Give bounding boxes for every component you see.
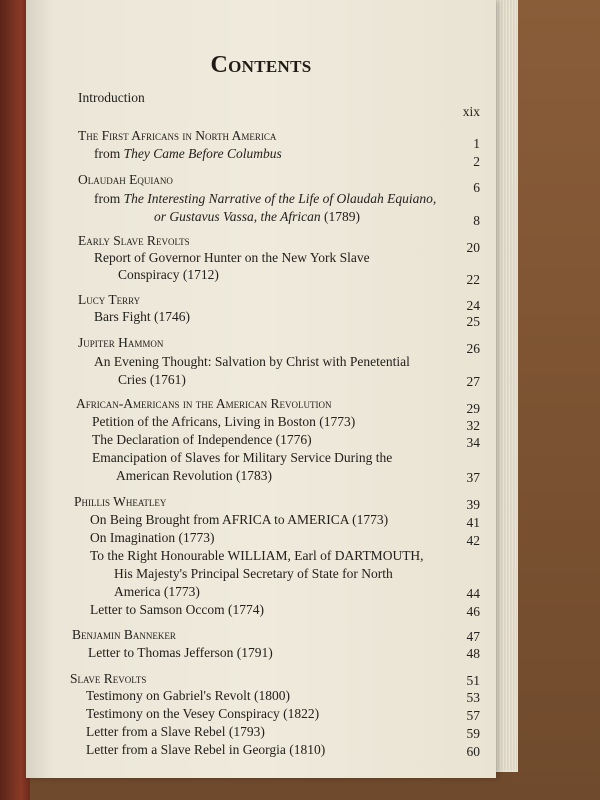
toc-page-number: 1 — [473, 136, 480, 151]
toc-entry: Testimony on Gabriel's Revolt (1800) — [86, 688, 290, 703]
toc-page-number: 34 — [466, 435, 480, 450]
toc-entry: Report of Governor Hunter on the New York Slave — [94, 250, 370, 265]
toc-entry: The Declaration of Independence (1776) — [92, 432, 312, 447]
toc-page-number: 2 — [473, 154, 480, 169]
toc-page-number: 60 — [466, 744, 480, 759]
toc-page-number: 44 — [466, 586, 480, 601]
toc-entry: Conspiracy (1712) — [118, 267, 219, 282]
toc-page-number: 27 — [466, 374, 480, 389]
toc-page-number: 20 — [466, 240, 480, 255]
toc-entry: Bars Fight (1746) — [94, 309, 190, 324]
toc-page-number: 41 — [466, 515, 480, 530]
toc-page-number: 46 — [466, 604, 480, 619]
toc-entry: Letter to Thomas Jefferson (1791) — [88, 645, 273, 660]
toc-entry: or Gustavus Vassa, the African (1789) — [154, 209, 361, 224]
toc-section-heading: Phillis Wheatley — [74, 494, 167, 509]
toc-page-number: 51 — [466, 673, 480, 688]
toc-page-number: 57 — [466, 708, 480, 723]
toc-entry: America (1773) — [114, 584, 200, 599]
toc-page-number: 47 — [466, 629, 480, 644]
toc-entry: On Being Brought from AFRICA to AMERICA (1773) — [90, 512, 389, 527]
toc-entry: American Revolution (1783) — [116, 468, 272, 483]
toc-page-number: 29 — [466, 401, 480, 416]
toc-page-number: 32 — [466, 418, 480, 433]
toc-page-number: 24 — [466, 298, 480, 313]
toc-page-number: 26 — [466, 341, 480, 356]
toc-section-heading: Olaudah Equiano — [78, 172, 173, 187]
page-stack-edge — [493, 0, 517, 770]
toc-page-number: 39 — [466, 497, 480, 512]
toc-section-heading: The First Africans in North America — [78, 128, 277, 143]
toc-page-number: 8 — [473, 213, 480, 228]
toc-entry: Letter from a Slave Rebel in Georgia (1810) — [86, 742, 326, 757]
toc-page-number: 59 — [466, 726, 480, 741]
toc-entry: To the Right Honourable WILLIAM, Earl of DARTMOUTH, — [90, 548, 424, 563]
toc-entry: His Majesty's Principal Secretary of State for North — [114, 566, 393, 581]
contents-page — [26, 0, 496, 778]
page-title: Contents — [210, 52, 312, 78]
toc-section-heading: Lucy Terry — [78, 292, 141, 307]
toc-page-number: 25 — [466, 314, 480, 329]
toc-page-number: xix — [462, 104, 480, 119]
toc-entry: Cries (1761) — [118, 372, 186, 387]
toc-entry: Letter from a Slave Rebel (1793) — [86, 724, 265, 739]
toc-section-heading: Benjamin Banneker — [72, 627, 176, 642]
toc-page-number: 42 — [466, 533, 480, 548]
toc-entry: Petition of the Africans, Living in Boston (1773) — [92, 414, 356, 429]
toc-entry: from The Interesting Narrative of the Life of Olaudah Equiano, — [94, 191, 437, 206]
toc-section-heading: Jupiter Hammon — [78, 335, 164, 350]
toc-entry: Emancipation of Slaves for Military Service During the — [92, 450, 393, 465]
toc-entry: Testimony on the Vesey Conspiracy (1822) — [86, 706, 320, 721]
toc-entry: Letter to Samson Occom (1774) — [90, 602, 264, 617]
toc-entry: An Evening Thought: Salvation by Christ with Penetential — [94, 354, 410, 369]
toc-section-heading: Early Slave Revolts — [78, 233, 190, 248]
toc-page-number: 53 — [466, 690, 480, 705]
toc-section-heading: African-Americans in the American Revolution — [76, 396, 332, 411]
toc-entry: On Imagination (1773) — [90, 530, 215, 545]
toc-page-number: 22 — [466, 272, 480, 287]
toc-page-number: 37 — [466, 470, 480, 485]
toc-entry: from They Came Before Columbus — [94, 146, 282, 161]
toc-page-number: 48 — [466, 646, 480, 661]
toc-page-number: 6 — [473, 180, 480, 195]
toc-entry-introduction: Introduction — [78, 90, 145, 105]
toc-section-heading: Slave Revolts — [70, 671, 147, 686]
